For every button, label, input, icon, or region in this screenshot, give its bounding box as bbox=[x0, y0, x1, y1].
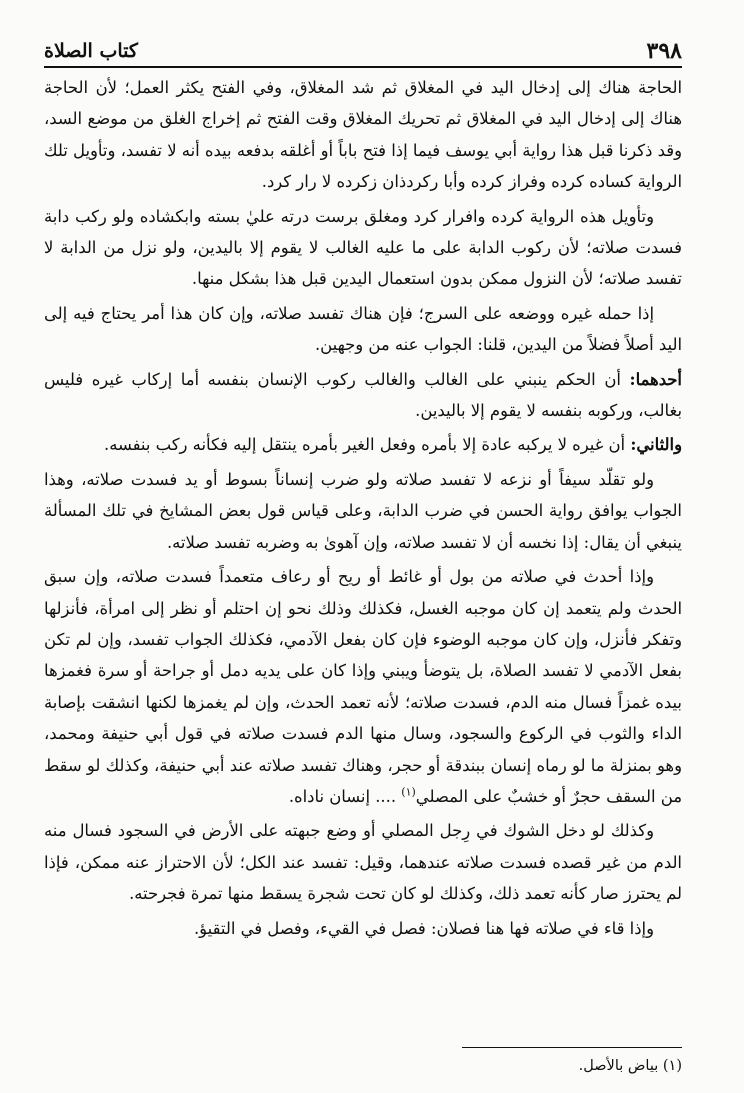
paragraph bbox=[44, 561, 682, 812]
paragraph-text: أن غيره لا يركبه عادة إلا بأمره وفعل الغير بأمره ينتقل إليه فكأنه ركب بنفسه. bbox=[104, 435, 631, 455]
paragraph: وكذلك لو دخل الشوك في رِجل المصلي أو وضع جبهته على الأرض في السجود فسال منه الدم من غير قصده فسدت صلاته عندهما، وقيل: تفسد عند الكل؛ لأن الاحتراز عنه ممكن، فإذا لم يحترز صار كأنه تعمد ذلك، وكذلك لو كان تحت شجرة يسقط منها تمرة فجرحته. bbox=[44, 821, 682, 904]
paragraph-text: وإذا أحدث في صلاته من بول أو غائط أو ريح أو رعاف متعمداً فسدت صلاته، وإن سبق الحدث ولم يتعمد إن كان موجبه الغسل، فكذلك وذلك نحو إن احتلم أو نظر إلى امرأة، فأنزلها وتفكر فأنزل، وإن كان موجبه الوضوء فإن كان بفعل الآدمي، فكذلك الجواب تفسد، وإن لم تكن بفعل الآدمي لا تفسد الصلاة، بل يتوضأ ويبني وإذا كان على يديه دمل أو جراحة أو سرة فغمزها بيده غمزاً فسال منه الدم، فسدت صلاته؛ لأنه تعمد الحدث، وإن لم يغمزها لكنها انشقت بإصابة الداء والثوب في الركوع والسجود، وسال منها الدم فسدت صلاته في قول أبي حنيفة ومحمد، وهو بمنزلة ما لو رماه إنسان ببندقة أو حجر، وهناك تفسد صلاته عند أبي حنيفة، وكذلك لو سقط من السقف حجرٌ أو خشبٌ على المصلي bbox=[44, 567, 682, 806]
paragraph-lead: والثاني: bbox=[630, 435, 682, 455]
paragraph-text: إذا حمله غيره ووضعه على السرج؛ فإن هناك تفسد صلاته، وإن كان هذا أمر يحتاج فيه إلى اليد أصلاً فضلاً من اليدين، قلنا: الجواب عنه من وجهين. bbox=[44, 303, 682, 355]
footnote-text: بياض بالأصل. bbox=[578, 1058, 659, 1074]
paragraph-text: أن الحكم ينبني على الغالب والغالب ركوب الإنسان بنفسه أما إركاب غيره فليس بغالب، وركوبه بنفسه لا يقوم إلا باليدين. bbox=[44, 369, 682, 421]
paragraph bbox=[44, 429, 682, 460]
footnote-reference: (١) bbox=[401, 785, 416, 799]
footnote bbox=[44, 1058, 682, 1074]
paragraph-tail: .... إنسان ناداه. bbox=[288, 786, 402, 806]
footnote-marker: (١) bbox=[662, 1058, 682, 1074]
main-text bbox=[44, 72, 682, 947]
paragraph bbox=[44, 364, 682, 427]
page-header bbox=[44, 32, 682, 68]
paragraph-lead: أحدهما: bbox=[629, 369, 682, 389]
paragraph: ولو تقلّد سيفاً أو نزعه لا تفسد صلاته ولو ضرب إنساناً بسوط أو يد فسدت صلاته، وهذا الجواب يوافق رواية الحسن في ضرب الدابة، وعلى قياس قول بعض المشايخ في تلك المسألة ينبغي أن يقال: إذا نخسه أن لا تفسد صلاته، وإن آهوىٰ به وضربه تفسد صلاته. bbox=[44, 469, 682, 552]
paragraph: الحاجة هناك إلى إدخال اليد في المغلاق ثم شد المغلاق، وفي الفتح يكثر العمل؛ لأن الحاجة هناك إلى إدخال اليد في المغلاق ثم تحريك المغلاق وقت الفتح ثم إخراج الغلق من موضع السد، وقد ذكرنا قبل هذا رواية أبي يوسف فيما إذا فتح باباً أو أغلقه بدفعه بيده أنه لا تفسد، وتأويل تلك الرواية كساده كرده وفراز كرده وأبا ركردذان زكرده لا رار كرد. bbox=[44, 78, 682, 192]
paragraph bbox=[44, 298, 682, 361]
book-title: كتاب الصلاة bbox=[44, 40, 138, 62]
paragraph: وتأويل هذه الرواية كرده وافرار كرد ومغلق برست درته عليٰ بسته وابكشاده ولو ركب دابة فسدت صلاته؛ لأن ركوب الدابة على ما عليه الغالب لا يقوم إلا باليدين، ولو نزل من الدابة لا تفسد صلاته؛ لأن النزول ممكن بدون استعمال اليدين قبل هذا بشكل منها. bbox=[44, 206, 682, 289]
page-number: ٣٩٨ bbox=[646, 38, 682, 64]
paragraph: وإذا قاء في صلاته فها هنا فصلان: فصل في القيء، وفصل في التقيؤ. bbox=[193, 918, 654, 938]
footnote-divider bbox=[462, 1047, 682, 1048]
